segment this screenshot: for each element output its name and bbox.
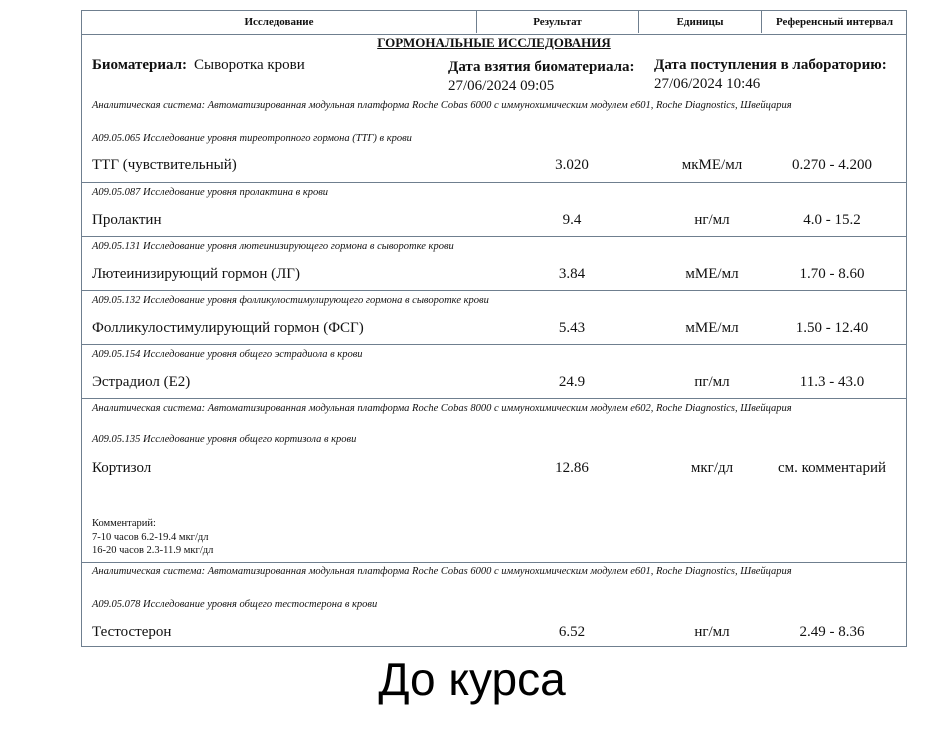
- sample-date-label: Дата взятия биоматериала:: [448, 59, 635, 75]
- section-title: ГОРМОНАЛЬНЫЕ ИССЛЕДОВАНИЯ: [377, 35, 611, 50]
- test-code: A09.05.087 Исследование уровня пролактина в крови: [92, 187, 329, 198]
- analytic-system-1: Аналитическая система: Автоматизированная модульная платформа Roche Cobas 6000 с иммунохимическим модулем e601, Roche Diagnostics, Швейцария: [92, 100, 792, 111]
- test-name: Кортизол: [92, 460, 152, 476]
- test-units: мкМЕ/мл: [681, 157, 743, 173]
- test-reference: 2.49 - 8.36: [799, 624, 865, 640]
- test-units: нг/мл: [694, 624, 730, 640]
- test-result: 24.9: [558, 374, 586, 390]
- test-name: Фолликулостимулирующий гормон (ФСГ): [92, 320, 364, 336]
- comment: Комментарий: 7-10 часов 6.2-19.4 мкг/дл 16-20 часов 2.3-11.9 мкг/дл: [92, 518, 214, 556]
- test-code: A09.05.131 Исследование уровня лютеинизирующего гормона в сыворотке крови: [92, 241, 454, 252]
- test-reference: 4.0 - 15.2: [803, 212, 861, 228]
- test-name: Эстрадиол (E2): [92, 374, 191, 390]
- test-code: A09.05.132 Исследование уровня фолликулостимулирующего гормона в сыворотке крови: [92, 295, 489, 306]
- test-result: 5.43: [558, 320, 586, 336]
- analytic-system-2: Аналитическая система: Автоматизированная модульная платформа Roche Cobas 8000 с иммунохимическим модулем e602, Roche Diagnostics, Швейцария: [92, 403, 792, 414]
- test-result: 12.86: [555, 460, 589, 476]
- sample-date-value: 27/06/2024 09:05: [448, 78, 555, 94]
- lab-date-label: Дата поступления в лабораторию:: [654, 57, 887, 73]
- header-units: Единицы: [676, 16, 724, 28]
- analytic-system-3: Аналитическая система: Автоматизированная модульная платформа Roche Cobas 6000 с иммунохимическим модулем e601, Roche Diagnostics, Швейцария: [92, 566, 792, 577]
- test-result: 9.4: [562, 212, 582, 228]
- header-ref: Референсный интервал: [775, 16, 894, 28]
- test-units: пг/мл: [694, 374, 730, 390]
- test-result: 6.52: [558, 624, 586, 640]
- biomaterial-value: Сыворотка крови: [194, 57, 305, 73]
- test-reference: см. комментарий: [777, 460, 886, 476]
- biomaterial-label: Биоматериал:: [92, 57, 188, 73]
- test-reference: 1.70 - 8.60: [799, 266, 865, 282]
- test-reference: 1.50 - 12.40: [795, 320, 869, 336]
- test-reference: 11.3 - 43.0: [799, 374, 865, 390]
- header-study: Исследование: [244, 16, 314, 28]
- test-units: нг/мл: [694, 212, 730, 228]
- lab-report: [81, 10, 907, 647]
- test-result: 3.84: [558, 266, 586, 282]
- test-units: мМЕ/мл: [685, 320, 739, 336]
- caption: До курса: [378, 653, 566, 705]
- test-name: ТТГ (чувствительный): [92, 157, 237, 173]
- table-header: [82, 11, 906, 35]
- test-units: мМЕ/мл: [685, 266, 739, 282]
- lab-date-value: 27/06/2024 10:46: [654, 76, 761, 92]
- test-code: A09.05.078 Исследование уровня общего тестостерона в крови: [92, 599, 378, 610]
- test-result: 3.020: [555, 157, 589, 173]
- test-name: Лютеинизирующий гормон (ЛГ): [92, 266, 300, 282]
- test-units: мкг/дл: [690, 460, 734, 476]
- test-code: A09.05.065 Исследование уровня тиреотропного гормона (ТТГ) в крови: [92, 133, 412, 144]
- test-reference: 0.270 - 4.200: [792, 157, 872, 173]
- test-name: Тестостерон: [92, 624, 172, 640]
- test-code: A09.05.135 Исследование уровня общего кортизола в крови: [92, 434, 357, 445]
- header-result: Результат: [533, 16, 582, 28]
- test-name: Пролактин: [92, 212, 162, 228]
- test-code: A09.05.154 Исследование уровня общего эстрадиола в крови: [92, 349, 363, 360]
